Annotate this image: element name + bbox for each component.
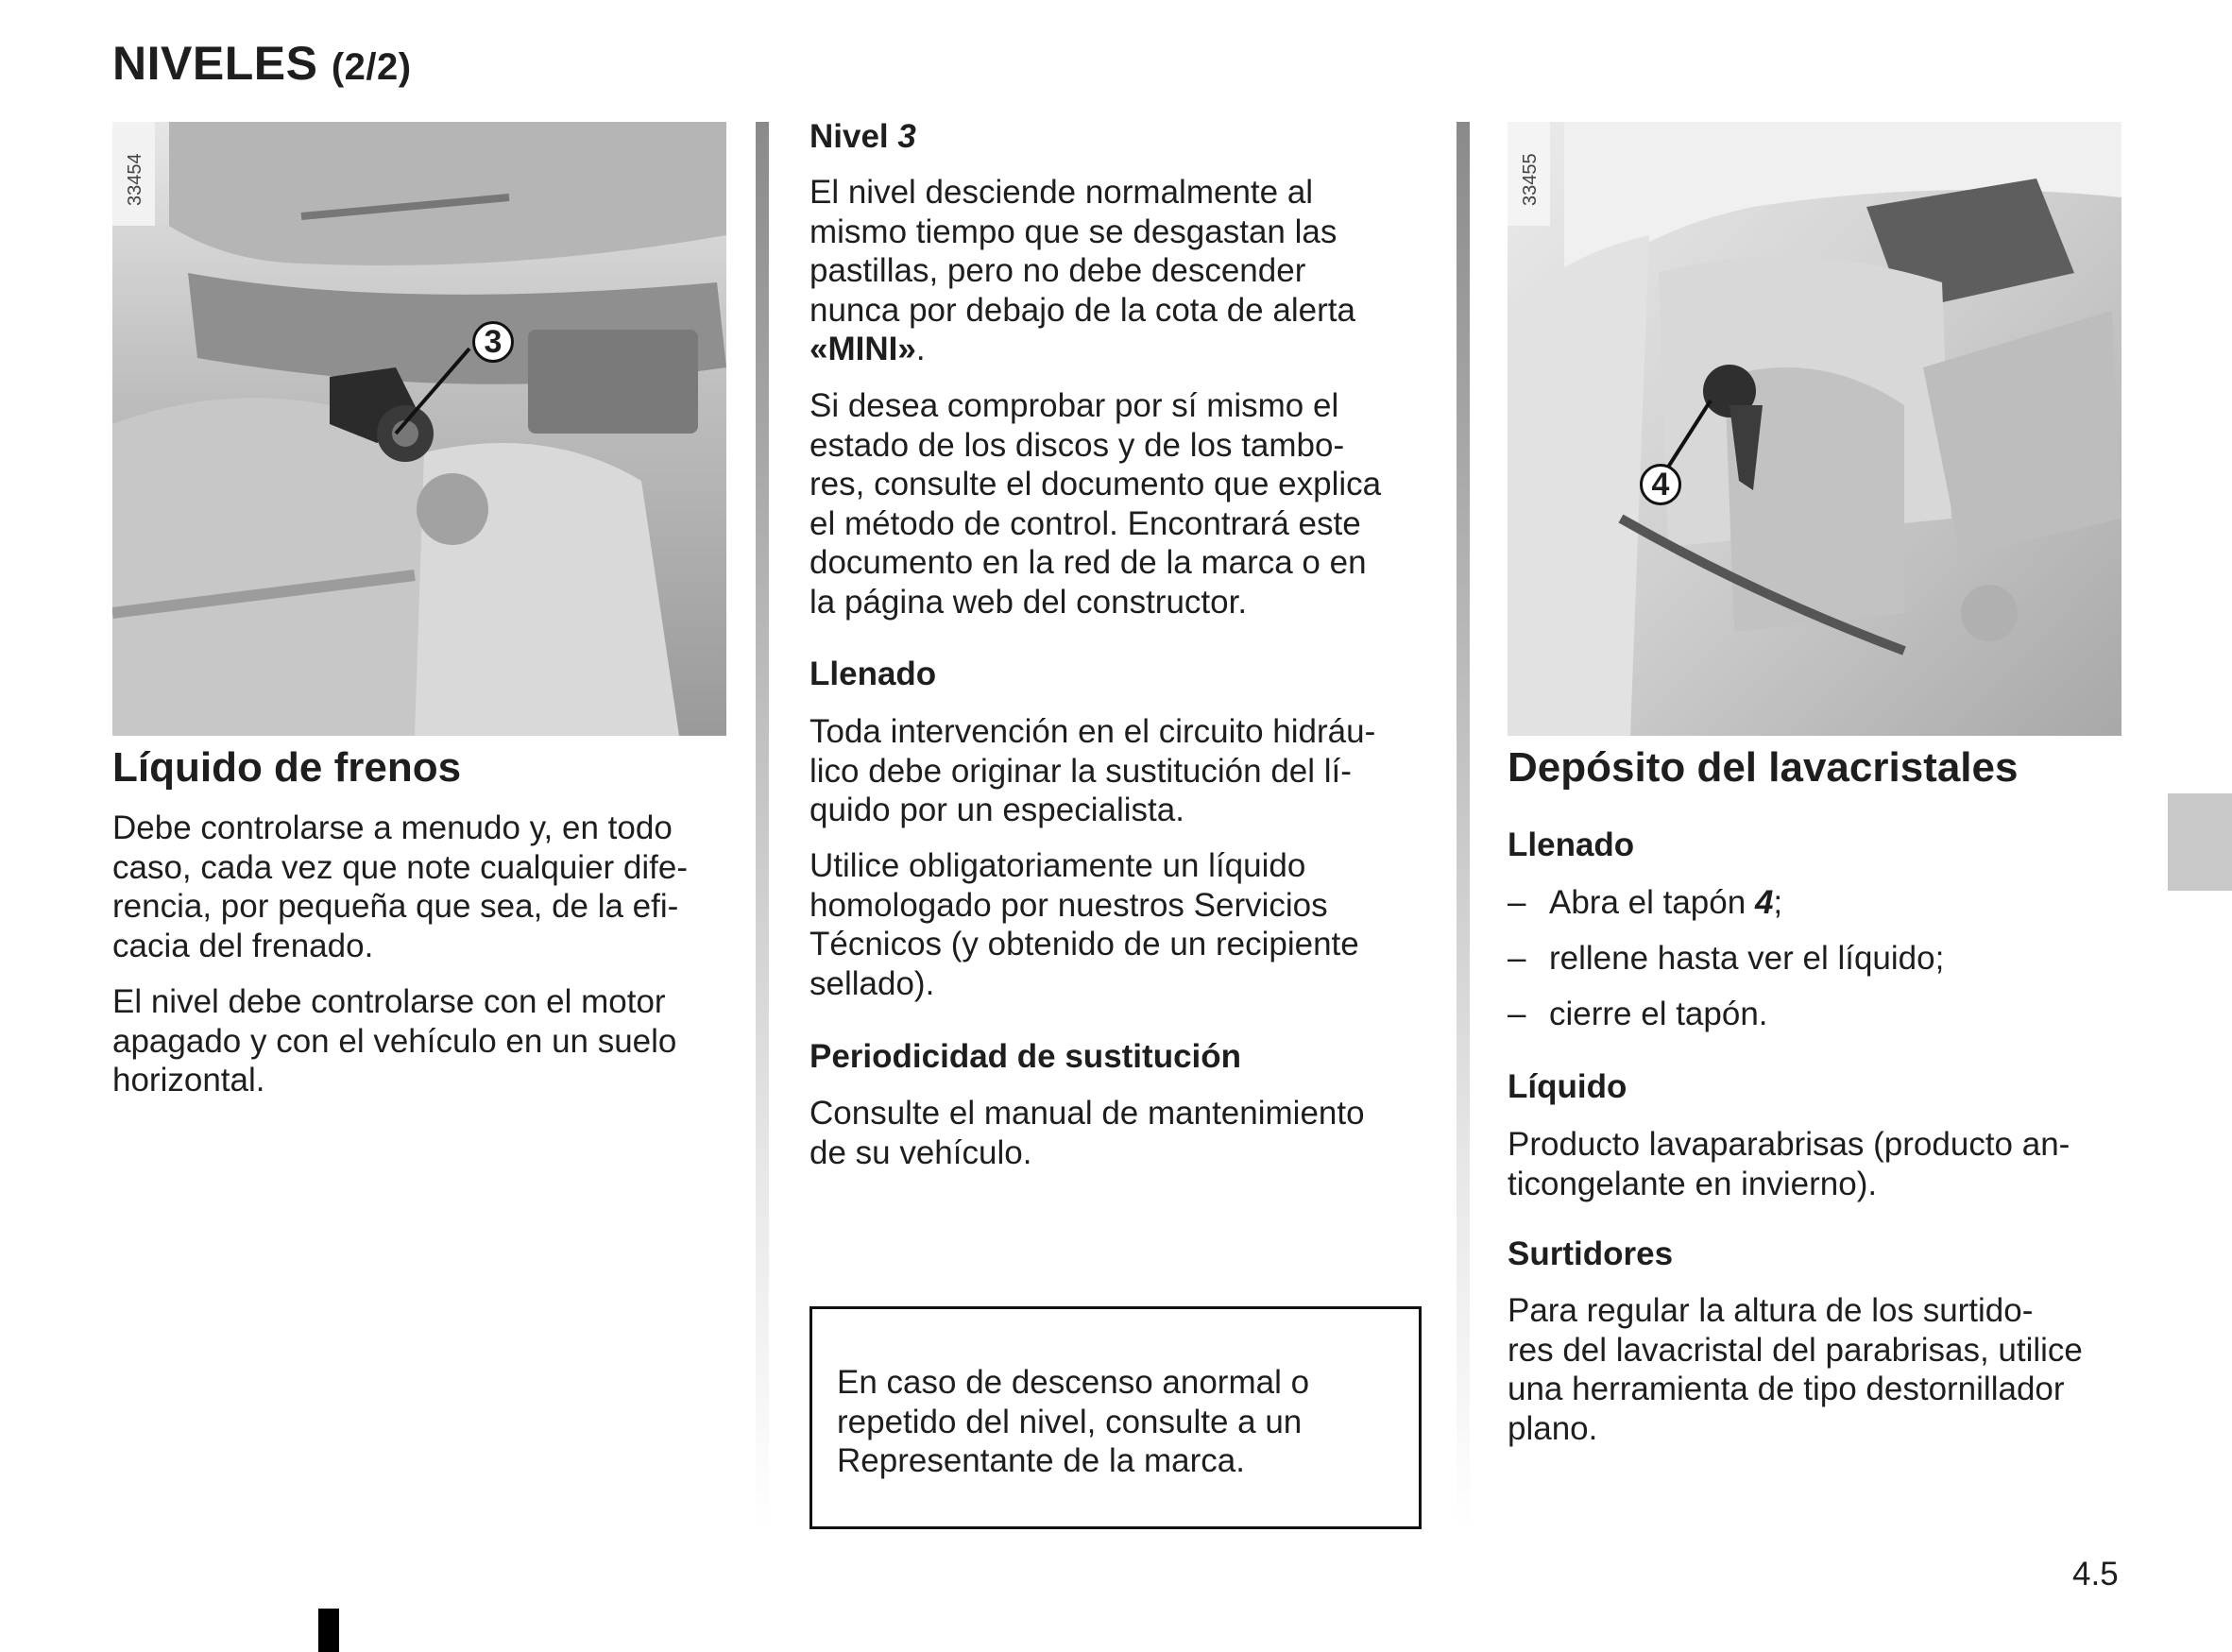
washer-reservoir-photo: [1508, 122, 2121, 736]
llenado-heading-right: Llenado: [1508, 826, 1635, 863]
brake-fluid-para-1: Debe controlarse a menudo y, en todo caso, cada vez que note cualquier dife- rencia, por pequeña que sea, de la efi- cacia del frenado.: [112, 809, 688, 964]
nivel-para-2: Si desea comprobar por sí mismo el estado de los discos y de los tambo- res, consulte el documento que explica el método de control. Encontrará este documento en la red de la marca o en la página web del constructor.: [809, 387, 1382, 621]
step-3: – cierre el tapón.: [1508, 996, 1768, 1032]
photo-code-33454: 33454: [125, 153, 145, 206]
step-1: – Abra el tapón 4;: [1508, 884, 1783, 921]
page-number: 4.5: [2072, 1556, 2119, 1592]
mini-mark: «MINI»: [809, 331, 916, 367]
nivel-heading: Nivel 3: [809, 118, 916, 155]
washer-reservoir-heading: Depósito del lavacristales: [1508, 744, 2019, 791]
section-tab: [2168, 793, 2232, 891]
llenado-para-2: Utilice obligatoriamente un líquido homologado por nuestros Servicios Técnicos (y obtenido de un recipiente sellado).: [809, 847, 1359, 1002]
llenado-para-1: Toda intervención en el circuito hidráu- lico debe originar la sustitución del lí- quido por un especialista.: [809, 713, 1376, 828]
liquido-heading: Líquido: [1508, 1068, 1627, 1105]
photo-code-33455: 33455: [1520, 153, 1541, 206]
engine-bay-illustration-right: [1508, 122, 2121, 736]
page-title-subtitle: (2/2): [331, 46, 412, 88]
warning-note-box: [809, 1306, 1422, 1529]
engine-bay-illustration: [112, 122, 726, 736]
callout-4: 4: [1640, 464, 1681, 505]
page-title: [112, 36, 412, 91]
brake-fluid-photo: [112, 122, 726, 736]
crop-mark: [318, 1609, 339, 1652]
column-divider-right: [1457, 122, 1470, 1529]
column-divider-left: [756, 122, 769, 1529]
llenado-heading-middle: Llenado: [809, 656, 937, 692]
brake-fluid-heading: Líquido de frenos: [112, 744, 462, 791]
warning-note-text: En caso de descenso anormal o repetido del nivel, consulte a un Representante de la marca.: [837, 1364, 1310, 1479]
callout-3: 3: [472, 321, 514, 363]
periodicidad-para: Consulte el manual de mantenimiento de su vehículo.: [809, 1095, 1365, 1171]
periodicidad-heading: Periodicidad de sustitución: [809, 1038, 1242, 1075]
surtidores-heading: Surtidores: [1508, 1235, 1674, 1272]
step-2: – rellene hasta ver el líquido;: [1508, 940, 1945, 977]
surtidores-text: Para regular la altura de los surtido- res del lavacristal del parabrisas, utilice una herramienta de tipo destornillador plano.: [1508, 1292, 2083, 1447]
nivel-para-1: El nivel desciende normalmente al mismo tiempo que se desgastan las pastillas, pero no debe descender nunca por debajo de la cota de alerta «MINI».: [809, 174, 1355, 367]
page-title-main: NIVELES: [112, 37, 318, 90]
liquido-text: Producto lavaparabrisas (producto an- ticongelante en invierno).: [1508, 1126, 2070, 1202]
brake-fluid-para-2: El nivel debe controlarse con el motor apagado y con el vehículo en un suelo horizontal.: [112, 983, 677, 1098]
